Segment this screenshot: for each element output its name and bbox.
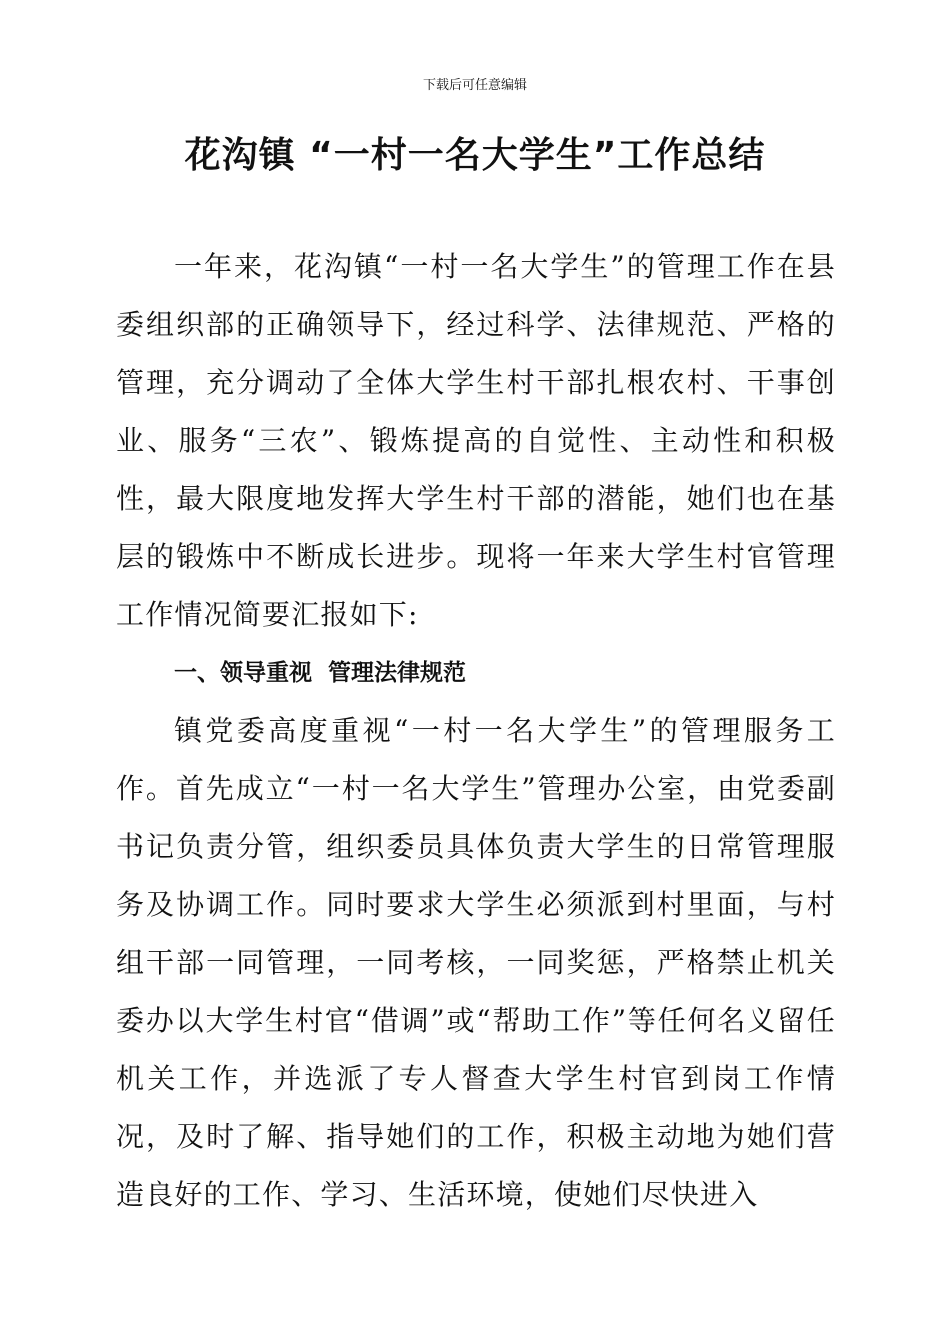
intro-paragraph: 一年来，花沟镇“一村一名大学生”的管理工作在县委组织部的正确领导下，经过科学、法律规范、严格的管理，充分调动了全体大学生村干部扎根农村、干事创业、服务“三农”、锻炼提高的自觉性、主动性和积极性，最大限度地发挥大学生村干部的潜能，她们也在基层的锻炼中不断成长进步。现将一年来大学生村官管理工作情况简要汇报如下: [116, 250, 836, 631]
section-1-paragraph: 镇党委高度重视“一村一名大学生”的管理服务工作。首先成立“一村一名大学生”管理办公室，由党委副书记负责分管，组织委员具体负责大学生的日常管理服务及协调工作。同时要求大学生必须派到村里面，与村组干部一同管理，一同考核，一同奖惩，严格禁止机关委办以大学生村官“借调”或“帮助工作”等任何名义留任机关工作，并选派了专人督查大学生村官到岗工作情况，及时了解、指导她们的工作，积极主动地为她们营造良好的工作、学习、生活环境，使她们尽快进入 [116, 714, 837, 1211]
document-title: 花沟镇 “一村一名大学生”工作总结 [184, 135, 766, 176]
header-note: 下载后可任意编辑 [422, 78, 527, 93]
document-body [116, 238, 836, 1224]
section-heading-1: 一、领导重视 管理法律规范 [174, 660, 467, 686]
